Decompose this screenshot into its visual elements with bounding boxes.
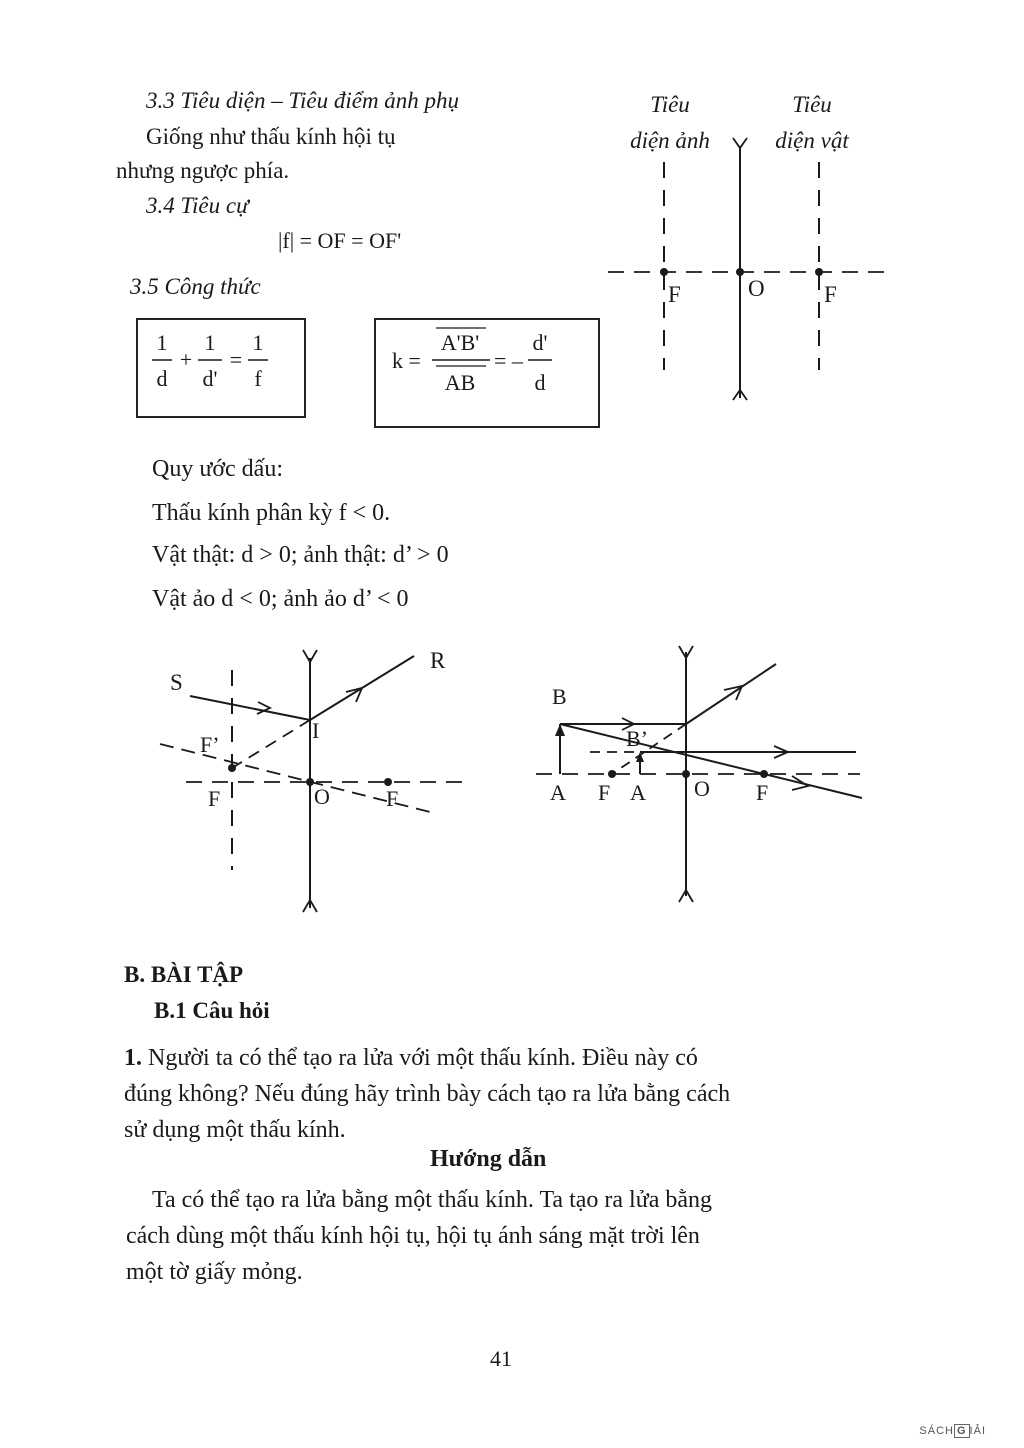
question-line-3: sử dụng một thấu kính. [124,1117,346,1143]
ray-diagram-left [150,640,480,920]
focal-point-left [660,268,668,276]
page-number: 41 [490,1346,512,1371]
section-3-5-title: 3.5 Công thức [130,274,261,299]
question-line-2: đúng không? Nếu đúng hãy trình bày cách tạo ra lửa bằng cách [124,1081,731,1107]
secondary-focus [228,764,236,772]
answer-line-3: một tờ giấy mỏng. [126,1259,303,1285]
guide-title: Hướng dẫn [430,1146,547,1172]
section-3-3-line2: nhưng ngược phía. [116,158,290,183]
svg-text:=: = [229,347,243,372]
label-Aprime: A [630,780,646,805]
extension-to-F [612,724,686,774]
lens-formula-den-d: d [156,366,168,391]
label-image-plane-1: Tiêu [650,92,690,117]
lens-formula-den-dprime: d' [202,366,218,391]
label-F2-left-diagram: F [386,786,399,811]
lens-formula-num-1: 1 [156,330,168,355]
lens-formula-box [136,318,306,418]
magnification-k: k = [392,348,421,373]
magnification-dden: d [534,370,546,395]
answer-line-2: cách dùng một thấu kính hội tụ, hội tụ ánh sáng mặt trời lên [126,1223,700,1249]
optical-center-right [682,770,690,778]
question-line-1: Người ta có thể tạo ra lửa với một thấu kính. Điều này có [148,1045,698,1071]
convention-real: Vật thật: d > 0; ảnh thật: d’ > 0 [152,542,449,568]
magnification-dnum: d' [532,330,548,355]
part-b-subtitle: B.1 Câu hỏi [154,998,270,1023]
label-F2-right-diagram: F [756,780,769,805]
label-F-right-diagram: F [598,780,611,805]
focal-point-right [815,268,823,276]
section-3-3-title: 3.3 Tiêu diện – Tiêu điểm ảnh phụ [146,88,460,113]
label-F-left: F [668,282,681,307]
magnification-formula-box [374,318,600,428]
ray-extension [232,720,310,768]
refracted-ray-right [686,664,776,724]
ray-diagram-right [530,640,870,910]
answer-1 [126,1182,712,1290]
label-R: R [430,648,446,673]
lens-formula [138,320,304,416]
magnification-formula [376,320,598,426]
part-b-title: B. BÀI TẬP [124,962,244,987]
focus-right-left [384,778,392,786]
label-O-left-diagram: O [314,784,330,809]
label-B: B [552,684,567,709]
answer-line-1: Ta có thể tạo ra lửa bằng một thấu kính. Ta tạo ra lửa bằng [152,1187,713,1213]
label-Bprime: B’ [626,726,648,751]
label-S: S [170,670,183,695]
lens-formula-num-3: 1 [252,330,264,355]
label-Fprime: F’ [200,732,220,757]
label-I: I [312,718,320,743]
question-number: 1. [124,1045,142,1071]
question-1 [124,1040,730,1148]
optical-center [736,268,744,276]
convention-f: Thấu kính phân kỳ f < 0. [152,500,391,526]
label-A: A [550,780,566,805]
label-F-left-diagram: F [208,786,221,811]
focal-length-formula: |f| = OF = OF' [278,228,402,253]
section-3-3-line1: Giống như thấu kính hội tụ [146,124,396,149]
optical-center-left [306,778,314,786]
watermark-logo: SÁCH G IẢI [919,1425,986,1437]
label-O-right-diagram: O [694,776,710,801]
label-image-plane-2: diện ảnh [630,128,710,153]
magnification-num: A'B' [440,330,480,355]
svg-text:+: + [179,347,193,372]
focus-right-right [760,770,768,778]
lens-formula-den-f: f [254,366,262,391]
magnification-eq: = – [494,348,523,373]
convention-virtual: Vật ảo d < 0; ảnh ảo d’ < 0 [152,586,409,612]
magnification-den: AB [444,370,476,395]
label-object-plane-1: Tiêu [792,92,832,117]
convention-title: Quy ước dấu: [152,456,284,482]
section-3-4-title: 3.4 Tiêu cự [146,193,249,218]
lens-formula-num-2: 1 [204,330,216,355]
label-F-right: F [824,282,837,307]
label-O: O [748,276,765,301]
incident-ray [190,696,310,720]
focus-left-right [608,770,616,778]
focal-plane-diagram [600,80,900,410]
label-object-plane-2: diện vật [775,128,849,153]
